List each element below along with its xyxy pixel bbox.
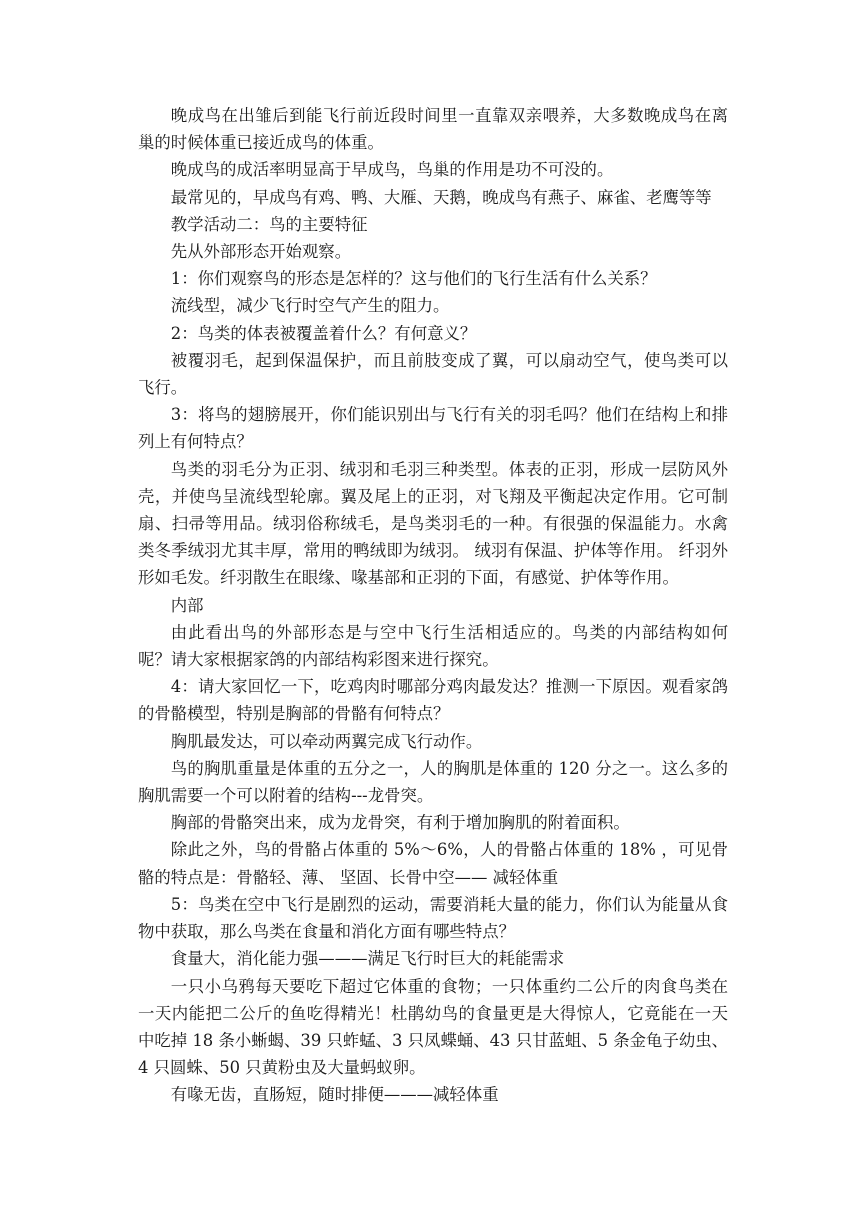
answer-2: 被覆羽毛，起到保温保护，而且前肢变成了翼，可以扇动空气，使鸟类可以飞行。	[138, 350, 728, 398]
paragraph-skeleton: 除此之外，鸟的骨骼占体重的 5%～6%，人的骨骼占体重的 18% ，可见骨骼的特点是：骨骼轻、薄、 坚固、长骨中空—— 减轻体重	[138, 840, 728, 887]
paragraph-beak-digestion: 有喙无齿，直肠短，随时排便———减轻体重	[170, 1085, 499, 1105]
paragraph-keel: 胸部的骨骼突出来，成为龙骨突，有利于增加胸肌的附着面积。	[170, 813, 630, 833]
paragraph-survival-rate: 晚成鸟的成活率明显高于早成鸟，鸟巢的作用是功不可没的。	[170, 160, 614, 180]
paragraph-internal-intro: 由此看出鸟的外部形态是与空中飞行生活相适应的。鸟类的内部结构如何呢？请大家根据家鸽的内部结构彩图来进行探究。	[138, 622, 728, 670]
question-3: 3：将鸟的翅膀展开，你们能识别出与飞行有关的羽毛吗？他们在结构上和排列上有何特点？	[138, 405, 728, 452]
paragraph-observe-external: 先从外部形态开始观察。	[170, 242, 352, 262]
answer-5: 食量大，消化能力强———满足飞行时巨大的耗能需求	[170, 949, 565, 969]
subheading-internal: 内部	[170, 595, 204, 615]
question-2: 2：鸟类的体表被覆盖着什么？有何意义？	[170, 323, 477, 343]
question-4: 4：请大家回忆一下，吃鸡肉时哪部分鸡肉最发达？推测一下原因。观看家鸽的骨骼模型，特别是胸部的骨骼有何特点？	[138, 677, 728, 724]
paragraph-altricial-feeding: 晚成鸟在出雏后到能飞行前近段时间里一直靠双亲喂养，大多数晚成鸟在离巢的时候体重已接近成鸟的体重。	[138, 106, 728, 153]
answer-3-feathers: 鸟类的羽毛分为正羽、绒羽和毛羽三种类型。体表的正羽，形成一层防风外壳，并使鸟呈流线型轮廓。翼及尾上的正羽，对飞翔及平衡起决定作用。它可制扇、扫帚等用品。绒羽俗称绒毛，是鸟类羽毛的一种。有很强的保温能力。水禽类冬季绒羽尤其丰厚，常用的鸭绒即为绒羽。 绒羽有保温、护体等作用。 纤羽外形如毛发。纤羽散生在眼缘、喙基部和正羽的下面，有感觉、护体等作用。	[138, 459, 728, 588]
question-1: 1：你们观察鸟的形态是怎样的？这与他们的飞行生活有什么关系？	[170, 269, 657, 289]
paragraph-common-examples: 最常见的，早成鸟有鸡、鸭、大雁、天鹅，晚成鸟有燕子、麻雀、老鹰等等	[170, 187, 712, 207]
document-body	[138, 102, 728, 1109]
section-heading-activity-two: 教学活动二：鸟的主要特征	[170, 214, 368, 234]
paragraph-food-examples: 一只小乌鸦每天要吃下超过它体重的食物；一只体重约二公斤的肉食鸟类在一天内能把二公斤的鱼吃得精光！杜鹃幼鸟的食量更是大得惊人，它竟能在一天中吃掉 18 条小蜥蝎、39 只蚱蜢、3 只凤蝶蛹、43 只甘蓝蛆、5 条金龟子幼虫、4 只圆蛛、50 只黄粉虫及大量蚂蚁卵。	[138, 976, 729, 1078]
question-5: 5：鸟类在空中飞行是剧烈的运动，需要消耗大量的能力，你们认为能量从食物中获取，那么鸟类在食量和消化方面有哪些特点？	[138, 894, 728, 942]
paragraph-chest-muscle: 鸟的胸肌重量是体重的五分之一，人的胸肌是体重的 120 分之一。这么多的胸肌需要一个可以附着的结构---龙骨突。	[138, 758, 728, 806]
answer-1: 流线型，减少飞行时空气产生的阻力。	[170, 296, 450, 316]
answer-4: 胸肌最发达，可以牵动两翼完成飞行动作。	[170, 731, 483, 751]
